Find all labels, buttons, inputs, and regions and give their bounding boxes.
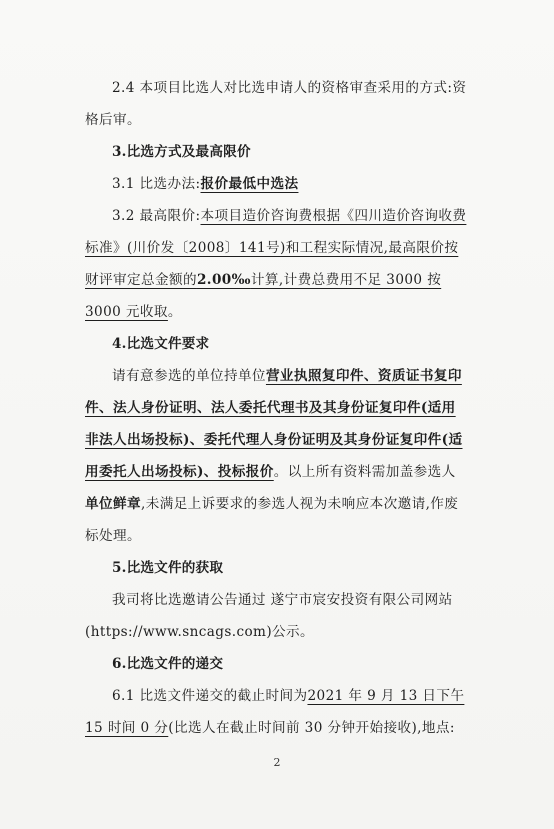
deadline-value: 2021 年 9 月 13 日下午 15 时间 0 分 <box>85 688 465 736</box>
qualification-review-text: 2.4 本项目比选人对比选申请人的资格审查采用的方式:资格后审。 <box>85 80 467 128</box>
page-number: 2 <box>273 756 281 769</box>
section-6-heading: 6.比选文件的递交 <box>112 656 224 672</box>
required-documents: 营业执照复印件、资质证书复印件、法人身份证明、法人委托代理书及其身份证复印件(适用非法人出场投标)、委托代理人身份证明及其身份证复印件(适用委托人出场投标)、投标报价 <box>85 368 463 480</box>
max-price-rate: 2.00‰ <box>196 272 251 288</box>
paragraph-4 <box>85 360 469 552</box>
paragraph-6-1 <box>85 680 469 744</box>
paragraph-2-4 <box>85 72 469 136</box>
paragraph-3-2 <box>85 200 469 328</box>
requirements-lead: 请有意参选的单位持单位 <box>112 368 266 384</box>
selection-method-label: 3.1 比选办法: <box>112 176 201 192</box>
paragraph-3-1 <box>85 168 469 200</box>
requirements-tail: ,未满足上诉要求的参选人视为未响应本次邀请,作废标处理。 <box>85 496 459 544</box>
section-5-heading: 5.比选文件的获取 <box>112 560 224 576</box>
document-acquisition-text: 我司将比选邀请公告通过 遂宁市宸安投资有限公司网站(https://www.sncags.com)公示。 <box>85 592 453 640</box>
max-price-end: 。 <box>167 304 182 320</box>
seal-requirement: 单位鲜章 <box>85 496 141 512</box>
deadline-lead: 6.1 比选文件递交的截止时间为 <box>112 688 308 704</box>
document-body <box>85 72 469 744</box>
max-price-minimum: 计算,计费总费用不足 3000 按 3000 元收取 <box>85 272 442 320</box>
deadline-tail: (比选人在截止时间前 30 分钟开始接收),地点: <box>168 720 455 736</box>
section-4-heading: 4.比选文件要求 <box>112 336 210 352</box>
max-price-basis: 本项目造价咨询费根据《四川造价咨询收费标准》(川价发〔2008〕141号)和工程实际情况,最高限价按财评审定总金额的 <box>85 208 467 288</box>
section-3-heading: 3.比选方式及最高限价 <box>112 144 251 160</box>
requirements-mid: 。以上所有资料需加盖参选人 <box>273 464 456 480</box>
selection-method-value: 报价最低中选法 <box>200 176 299 192</box>
max-price-label: 3.2 最高限价: <box>112 208 201 224</box>
paragraph-5 <box>85 584 469 648</box>
